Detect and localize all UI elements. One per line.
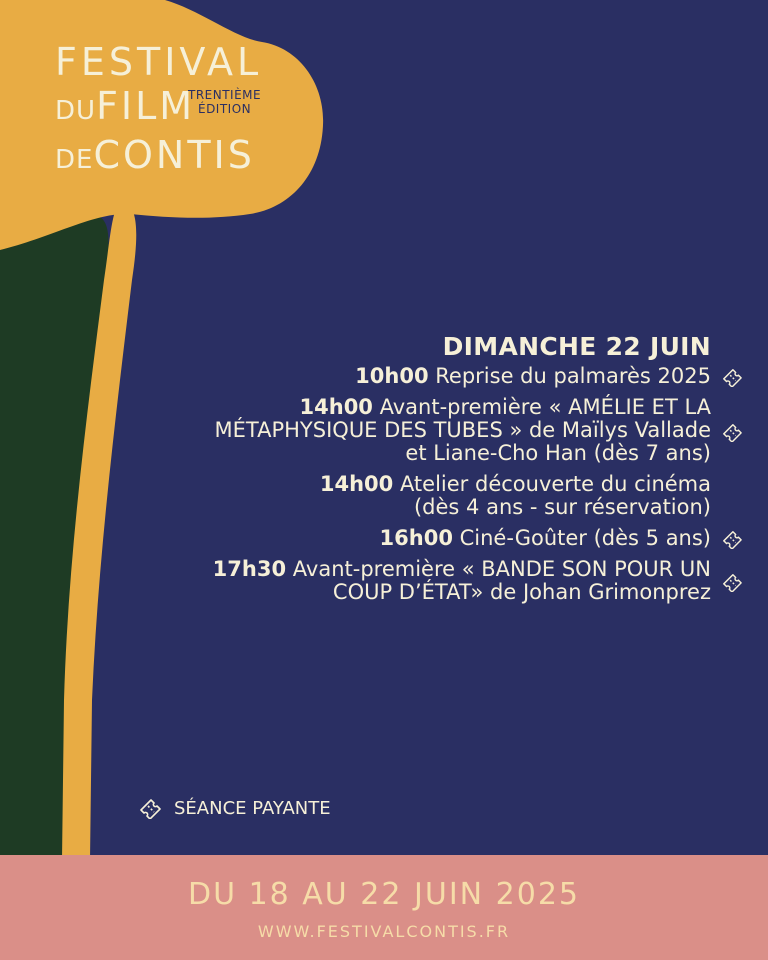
schedule-day: DIMANCHE 22 JUIN [442,332,711,361]
legend-label: SÉANCE PAYANTE [174,797,331,819]
event-line: COUP D’ÉTAT» de Johan Grimonprez [332,580,711,604]
edition-line-2: ÉDITION [197,102,252,116]
event-line: MÉTAPHYSIQUE DES TUBES » de Maïlys Vallade [214,418,711,442]
event-3 [91,473,711,519]
ticket-icon [721,422,743,442]
event-time: 14h00 [319,472,394,496]
logo-du: DU [55,96,97,126]
logo-film: FILM [96,84,196,128]
ticket-icon [721,572,743,592]
event-description: Ciné-Goûter (dès 5 ans) [459,526,711,550]
event-time: 17h30 [212,557,287,581]
event-description: Avant-première « AMÉLIE ET LA [379,395,711,419]
event-5 [91,558,711,604]
event-line: et Liane-Cho Han (dès 7 ans) [405,441,711,465]
festival-logo [55,40,262,182]
event-time: 10h00 [355,364,429,388]
edition-line-1: TRENTIÈME [188,88,262,102]
event-4 [91,527,711,550]
event-time: 16h00 [379,526,453,550]
event-description: Avant-première « BANDE SON POUR UN [292,557,711,581]
festival-dates: DU 18 AU 22 JUIN 2025 [187,877,580,912]
event-line [91,473,711,496]
event-description: Atelier découverte du cinéma [399,472,711,496]
legend [138,797,331,819]
ticket-icon [138,797,162,819]
website-link[interactable]: WWW.FESTIVALCONTIS.FR [257,922,511,941]
event-2 [91,396,711,465]
ticket-icon [721,367,743,387]
ticket-icon [721,529,743,549]
logo-de: DE [55,145,94,175]
footer-banner [0,855,768,960]
logo-line-1: FESTIVAL [55,40,263,84]
event-line: (dès 4 ans - sur réservation) [413,495,711,519]
schedule [91,333,711,612]
logo-contis: CONTIS [93,133,255,177]
event-1 [91,365,711,388]
event-line [91,396,711,419]
event-time: 14h00 [299,395,373,419]
edition-label [188,88,261,116]
event-description: Reprise du palmarès 2025 [435,364,711,388]
event-line [91,558,711,581]
logo-line-3 [55,133,262,182]
